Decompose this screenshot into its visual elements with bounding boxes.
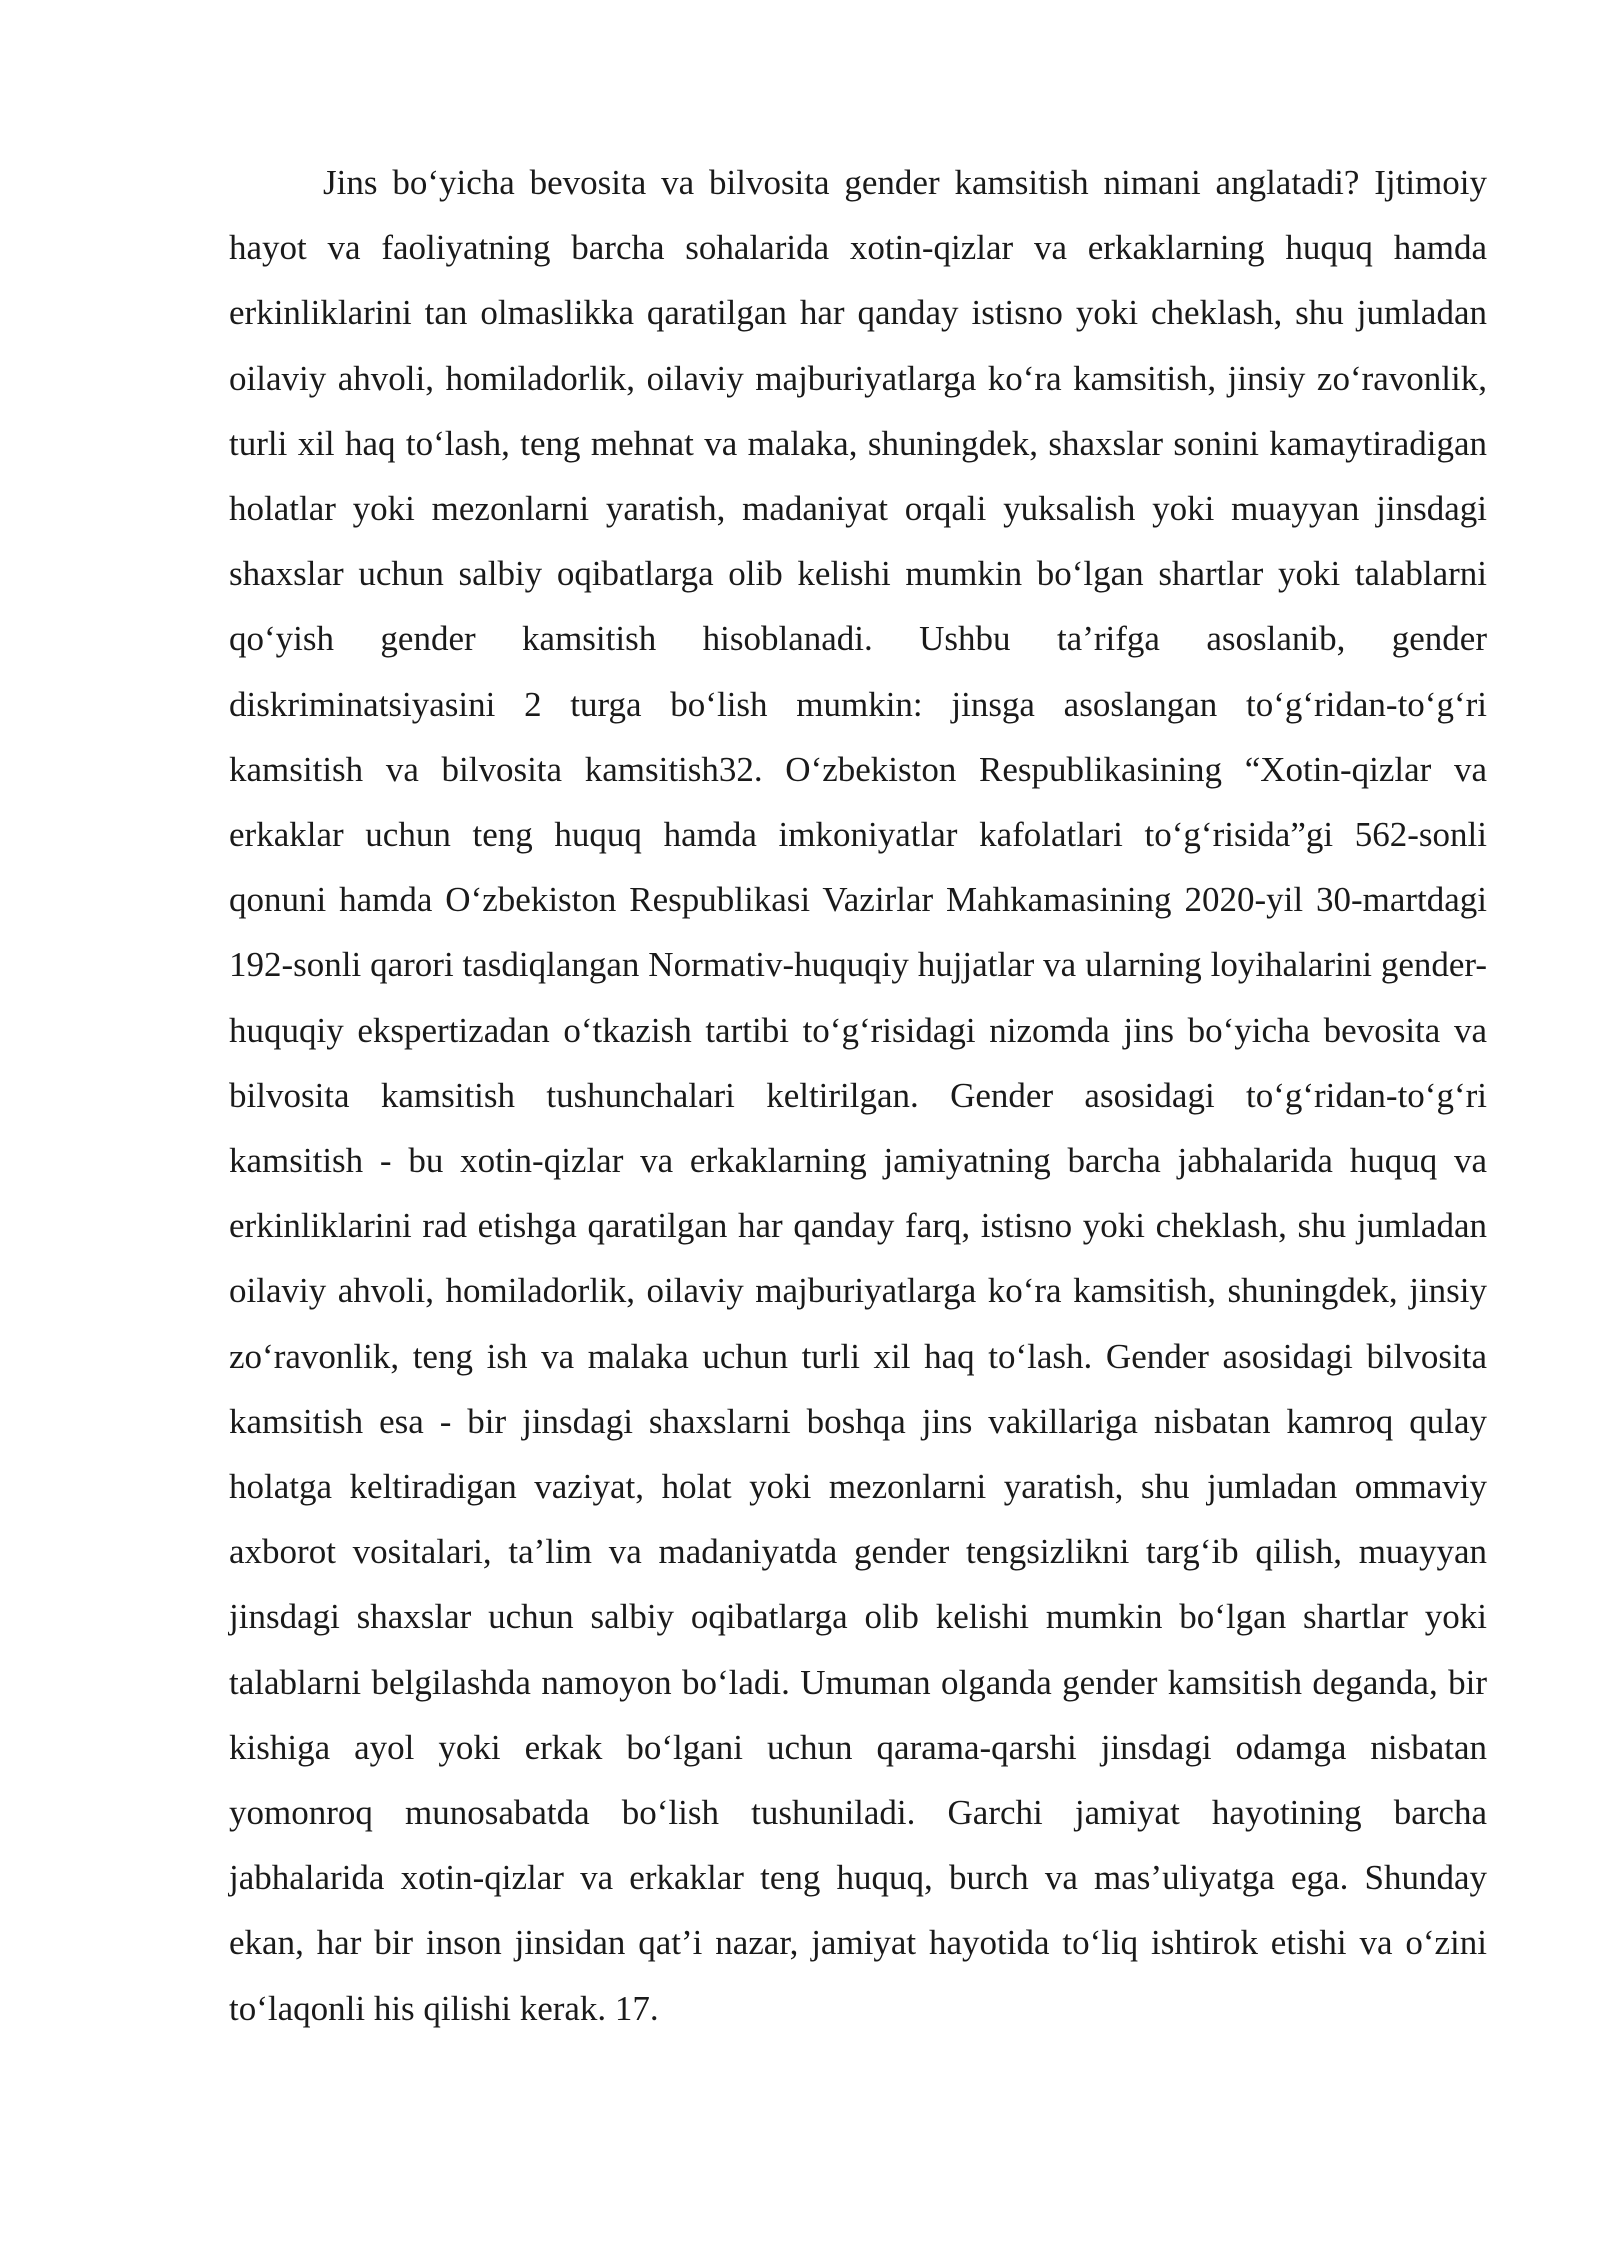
paragraph: Jins bo‘yicha bevosita va bilvosita gender kamsitish nimani anglatadi? Ijtimoiy hayot va faoliyatning barcha sohalarida xotin-qizlar va erkaklarning huquq hamda erkinliklarini tan olmaslikka qaratilgan har qanday istisno yoki cheklash, shu jumladan oilaviy ahvoli, homiladorlik, oilaviy majburiyatlarga ko‘ra kamsitish, jinsiy zo‘ravonlik, turli xil haq to‘lash, teng mehnat va malaka, shuningdek, shaxslar sonini kamaytiradigan holatlar yoki mezonlarni yaratish, madaniyat orqali yuksalish yoki muayyan jinsdagi shaxslar uchun salbiy oqibatlarga olib kelishi mumkin bo‘lgan shartlar yoki talablarni qo‘yish gender kamsitish hisoblanadi. Ushbu ta’rifga asoslanib, gender diskriminatsiyasini 2 turga bo‘lish mumkin: jinsga asoslangan to‘g‘ridan-to‘g‘ri kamsitish va bilvosita kamsitish32. O‘zbekiston Respublikasining “Xotin-qizlar va erkaklar uchun teng huquq hamda imkoniyatlar kafolatlari to‘g‘risida”gi 562-sonli qonuni hamda O‘zbekiston Respublikasi Vazirlar Mahkamasining 2020-yil 30-martdagi 192-sonli qarori tasdiqlangan Normativ-huquqiy hujjatlar va ularning loyihalarini gender-huquqiy ekspertizadan o‘tkazish tartibi to‘g‘risidagi nizomda jins bo‘yicha bevosita va bilvosita kamsitish tushunchalari keltirilgan. Gender asosidagi to‘g‘ridan-to‘g‘ri kamsitish - bu xotin-qizlar va erkaklarning jamiyatning barcha jabhalarida huquq va erkinliklarini rad etishga qaratilgan har qanday farq, istisno yoki cheklash, shu jumladan oilaviy ahvoli, homiladorlik, oilaviy majburiyatlarga ko‘ra kamsitish, shuningdek, jinsiy zo‘ravonlik, teng ish va malaka uchun turli xil haq to‘lash. Gender asosidagi bilvosita kamsitish esa - bir jinsdagi shaxslarni boshqa jins vakillariga nisbatan kamroq qulay holatga keltiradigan vaziyat, holat yoki mezonlarni yaratish, shu jumladan ommaviy axborot vositalari, ta’lim va madaniyatda gender tengsizlikni targ‘ib qilish, muayyan jinsdagi shaxslar uchun salbiy oqibatlarga olib kelishi mumkin bo‘lgan shartlar yoki talablarni belgilashda namoyon bo‘ladi. Umuman olganda gender kamsitish deganda, bir kishiga ayol yoki erkak bo‘lgani uchun qarama-qarshi jinsdagi odamga nisbatan yomonroq munosabatda bo‘lish tushuniladi. Garchi jamiyat hayotining barcha jabhalarida xotin-qizlar va erkaklar teng huquq, burch va mas’uliyatga ega. Shunday ekan, har bir inson jinsidan qat’i nazar, jamiyat hayotida to‘liq ishtirok etishi va o‘zini to‘laqonli his qilishi kerak. 17. <box>229 163 1487 2028</box>
body-text <box>229 150 1487 2041</box>
